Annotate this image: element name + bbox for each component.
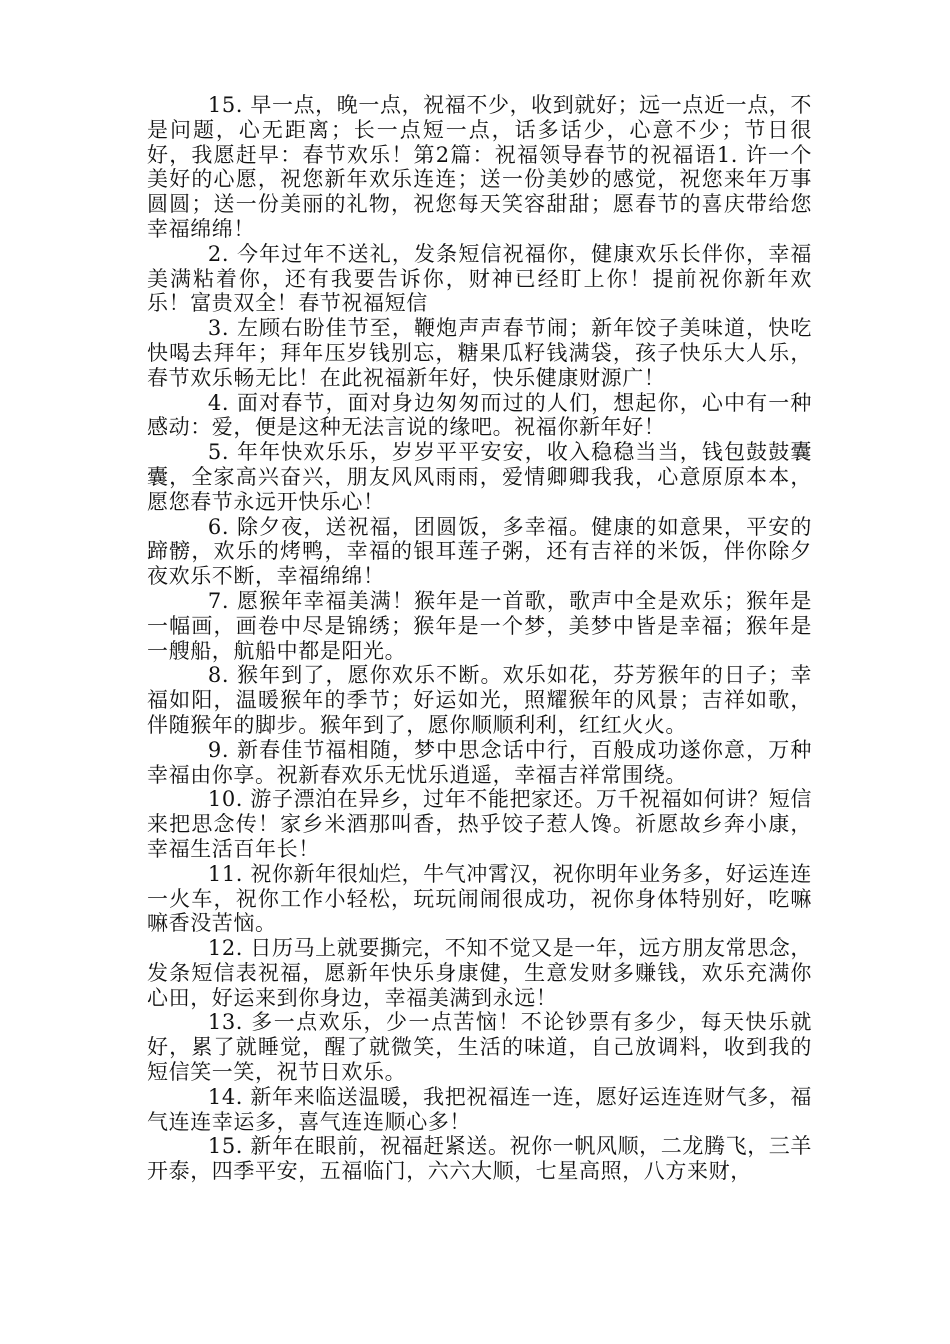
paragraph-7: 7. 愿猴年幸福美满！猴年是一首歌，歌声中全是欢乐；猴年是一幅画，画卷中尽是锦绣；猴年是一个梦，美梦中皆是幸福；猴年是一艘船，航船中都是阳光。 (147, 588, 812, 663)
paragraph-11: 11. 祝你新年很灿烂，牛气冲霄汉，祝你明年业务多，好运连连一火车，祝你工作小轻松，玩玩闹闹很成功，祝你身体特别好，吃嘛嘛香没苦恼。 (147, 861, 812, 936)
paragraph-6: 6. 除夕夜，送祝福，团圆饭，多幸福。健康的如意果，平安的蹄髈，欢乐的烤鸭，幸福的银耳莲子粥，还有吉祥的米饭，伴你除夕夜欢乐不断，幸福绵绵！ (147, 514, 812, 589)
paragraph-14: 14. 新年来临送温暖，我把祝福连一连，愿好运连连财气多，福气连连幸运多，喜气连连顺心多！ (147, 1084, 812, 1134)
paragraph-2: 2. 今年过年不送礼，发条短信祝福你，健康欢乐长伴你，幸福美满粘着你，还有我要告诉你，财神已经盯上你！提前祝你新年欢乐！富贵双全！春节祝福短信 (147, 241, 812, 316)
paragraph-4: 4. 面对春节，面对身边匆匆而过的人们，想起你，心中有一种感动：爱，便是这种无法言说的缘吧。祝福你新年好！ (147, 390, 812, 440)
paragraph-8: 8. 猴年到了，愿你欢乐不断。欢乐如花，芬芳猴年的日子；幸福如阳，温暖猴年的季节；好运如光，照耀猴年的风景；吉祥如歌，伴随猴年的脚步。猴年到了，愿你顺顺利利，红红火火。 (147, 663, 812, 737)
paragraph-5: 5. 年年快欢乐乐，岁岁平平安安，收入稳稳当当，钱包鼓鼓囊囊，全家高兴奋兴，朋友风风雨雨，爱情卿卿我我，心意原原本本，愿您春节永远开快乐心！ (147, 440, 812, 514)
paragraph-12: 12. 日历马上就要撕完，不知不觉又是一年，远方朋友常思念，发条短信表祝福，愿新年快乐身康健，生意发财多赚钱，欢乐充满你心田，好运来到你身边，幸福美满到永远！ (147, 936, 812, 1010)
paragraph-15: 15. 新年在眼前，祝福赶紧送。祝你一帆风顺，二龙腾飞，三羊开泰，四季平安，五福临门，六六大顺，七星高照，八方来财， (147, 1134, 812, 1184)
paragraph-10: 10. 游子漂泊在异乡，过年不能把家还。万千祝福如何讲？短信来把思念传！家乡米酒那叫香，热乎饺子惹人馋。祈愿故乡奔小康，幸福生活百年长！ (147, 787, 812, 861)
document-body (147, 93, 812, 1184)
paragraph-1: 15. 早一点，晚一点，祝福不少，收到就好；远一点近一点，不是问题，心无距离；长一点短一点，话多话少，心意不少；节日很好，我愿赶早：春节欢乐！第2篇：祝福领导春节的祝福语1. 许一个美好的心愿，祝您新年欢乐连连；送一份美妙的感觉，祝您来年万事圆圆；送一份美丽的礼物，祝您每天笑容甜甜；愿春节的喜庆带给您幸福绵绵！ (147, 93, 812, 241)
paragraph-9: 9. 新春佳节福相随，梦中思念话中行，百般成功遂你意，万种幸福由你享。祝新春欢乐无忧乐逍遥，幸福吉祥常围绕。 (147, 737, 812, 787)
paragraph-3: 3. 左顾右盼佳节至，鞭炮声声春节闹；新年饺子美味道，快吃快喝去拜年；拜年压岁钱别忘，糖果瓜籽钱满袋，孩子快乐大人乐，春节欢乐畅无比！在此祝福新年好，快乐健康财源广！ (147, 316, 812, 390)
paragraph-13: 13. 多一点欢乐，少一点苦恼！不论钞票有多少，每天快乐就好，累了就睡觉，醒了就微笑，生活的味道，自己放调料，收到我的短信笑一笑，祝节日欢乐。 (147, 1010, 812, 1085)
